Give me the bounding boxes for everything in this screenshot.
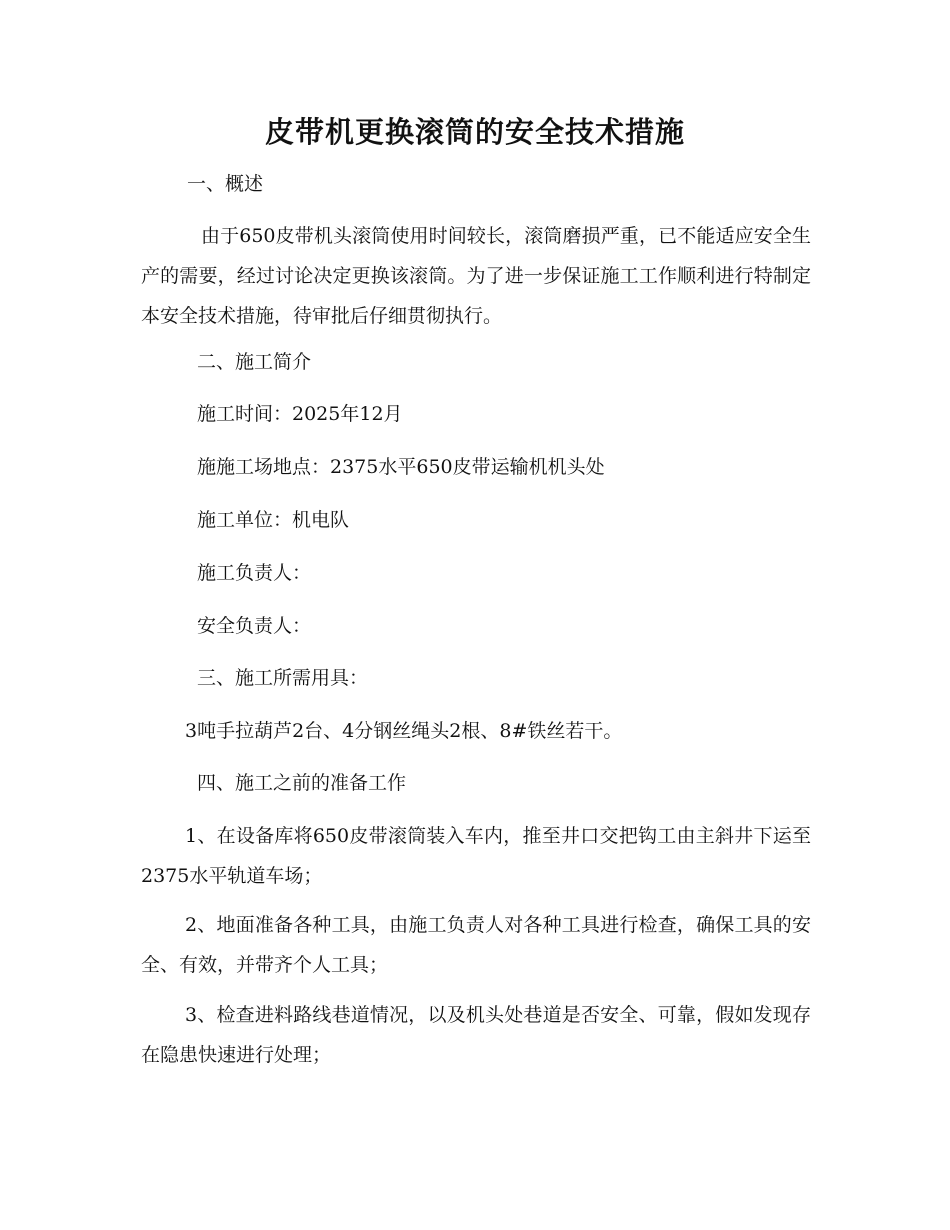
overview-paragraph: 由于650皮带机头滚筒使用时间较长，滚筒磨损严重，已不能适应安全生产的需要，经过讨论决定更换该滚筒。为了进一步保证施工工作顺利进行特制定本安全技术措施，待审批后仔细贯彻执行。 <box>141 225 811 327</box>
prep-item: 1、在设备库将650皮带滚筒装入车内，推至井口交把钩工由主斜井下运至2375水平轨道车场； <box>141 825 811 887</box>
intro-time: 施工时间：2025年12月 <box>197 403 403 425</box>
intro-leader: 施工负责人： <box>197 562 312 584</box>
tools-list: 3吨手拉葫芦2台、4分钢丝绳头2根、8#铁丝若干。 <box>185 720 623 742</box>
prep-item: 2、地面准备各种工具，由施工负责人对各种工具进行检查，确保工具的安全、有效，并带齐个人工具； <box>141 914 811 976</box>
document-title: 皮带机更换滚筒的安全技术措施 <box>264 115 685 149</box>
intro-location: 施施工场地点：2375水平650皮带运输机机头处 <box>197 456 605 478</box>
section-heading-prep: 四、施工之前的准备工作 <box>197 772 407 794</box>
section-heading-intro: 二、施工简介 <box>197 351 312 373</box>
prep-item: 3、检查进料路线巷道情况，以及机头处巷道是否安全、可靠，假如发现存在隐患快速进行处理； <box>141 1004 811 1066</box>
section-heading-tools: 三、施工所需用具： <box>197 667 369 689</box>
intro-safety-leader: 安全负责人： <box>197 615 312 637</box>
section-heading-overview: 一、概述 <box>187 173 264 195</box>
intro-unit: 施工单位：机电队 <box>197 509 350 531</box>
